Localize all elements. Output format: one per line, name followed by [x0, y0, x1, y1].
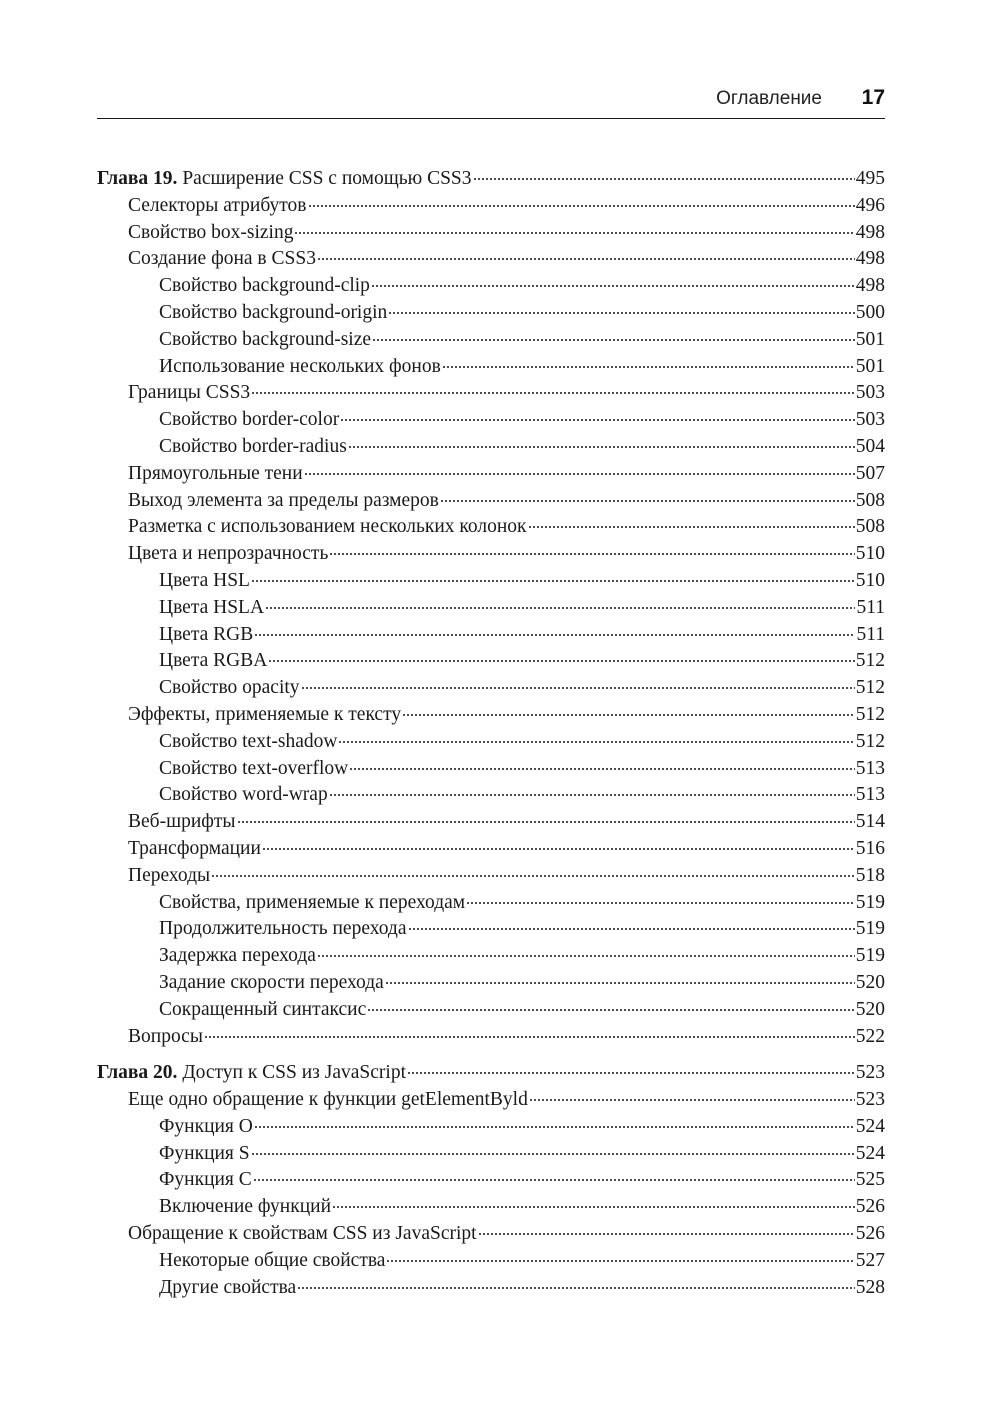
dot-leader	[251, 1152, 855, 1156]
entry-page: 523	[855, 1089, 885, 1111]
dot-leader	[251, 579, 855, 583]
entry-title: Свойство box-sizing	[128, 221, 294, 243]
entry-title: Свойство background-size	[159, 328, 372, 350]
toc-section[interactable]	[97, 863, 885, 890]
entry-page: 508	[855, 516, 885, 538]
toc-subsection[interactable]	[97, 1167, 885, 1194]
dot-leader	[407, 1071, 855, 1075]
toc-section[interactable]	[97, 836, 885, 863]
entry-page: 510	[855, 569, 885, 591]
dot-leader	[237, 820, 855, 824]
entry-page: 508	[855, 489, 885, 511]
dot-leader	[301, 686, 855, 690]
dot-leader	[332, 1205, 855, 1209]
dot-leader	[371, 284, 855, 288]
dot-leader	[253, 1178, 855, 1182]
entry-page: 496	[855, 194, 885, 216]
entry-title: Свойство word-wrap	[159, 784, 328, 806]
dot-leader	[304, 472, 855, 476]
entry-title: Веб-шрифты	[128, 811, 236, 833]
entry-page: 525	[855, 1169, 885, 1191]
entry-title: Свойство text-shadow	[159, 730, 338, 752]
entry-title: Функция S	[159, 1142, 250, 1164]
entry-title: Цвета HSLA	[159, 596, 265, 618]
toc-section[interactable]	[97, 514, 885, 541]
toc-subsection[interactable]	[97, 1194, 885, 1221]
dot-leader	[211, 874, 855, 878]
entry-page: 511	[856, 623, 885, 645]
dot-leader	[408, 927, 855, 931]
chapter-title: Расширение CSS с помощью CSS3	[182, 168, 472, 189]
dot-leader	[329, 793, 855, 797]
toc-subsection[interactable]	[97, 943, 885, 970]
dot-leader	[262, 847, 855, 851]
entry-page: 503	[855, 382, 885, 404]
toc-subsection[interactable]	[97, 997, 885, 1024]
page-number: 17	[861, 86, 885, 109]
entry-title: Задержка перехода	[159, 945, 316, 967]
toc-subsection[interactable]	[97, 327, 885, 354]
entry-page: 527	[855, 1249, 885, 1271]
chapter-title: Доступ к CSS из JavaScript	[182, 1062, 406, 1084]
chapter-page: 495	[855, 168, 885, 189]
entry-title: Вопросы	[128, 1025, 203, 1047]
entry-title: Свойство border-color	[159, 409, 340, 431]
toc-section[interactable]	[97, 488, 885, 515]
entry-page: 510	[855, 543, 885, 565]
dot-leader	[466, 901, 855, 905]
dot-leader	[204, 1035, 855, 1039]
dot-leader	[254, 633, 855, 637]
entry-page: 500	[855, 301, 885, 323]
toc-subsection[interactable]	[97, 273, 885, 300]
entry-page: 498	[855, 275, 885, 297]
toc-subsection[interactable]	[97, 648, 885, 675]
toc-subsection[interactable]	[97, 407, 885, 434]
dot-leader	[251, 391, 855, 395]
chapter-number: Глава 20.	[97, 1062, 178, 1084]
dot-leader	[329, 552, 854, 556]
entry-title: Свойство background-origin	[159, 301, 388, 323]
dot-leader	[385, 981, 855, 985]
toc-subsection[interactable]	[97, 1114, 885, 1141]
table-of-contents	[97, 166, 885, 1301]
toc-section[interactable]	[97, 702, 885, 729]
entry-title: Функция O	[159, 1115, 253, 1137]
entry-page: 501	[855, 328, 885, 350]
entry-page: 518	[855, 864, 885, 886]
entry-title: Включение функций	[159, 1196, 332, 1218]
entry-page: 507	[855, 462, 885, 484]
entry-title: Цвета HSL	[159, 569, 250, 591]
entry-title: Выход элемента за пределы размеров	[128, 489, 439, 511]
entry-page: 512	[855, 677, 885, 699]
entry-title: Продолжительность перехода	[159, 918, 407, 940]
chapter-number: Глава 19.	[97, 168, 178, 189]
entry-page: 516	[855, 837, 885, 859]
toc-subsection[interactable]	[97, 890, 885, 917]
toc-subsection[interactable]	[97, 675, 885, 702]
toc-section[interactable]	[97, 1087, 885, 1114]
dot-leader	[473, 177, 855, 181]
entry-page: 498	[855, 221, 885, 243]
entry-title: Еще одно обращение к функции getElementByld	[128, 1089, 528, 1111]
toc-subsection[interactable]	[97, 622, 885, 649]
dot-leader	[442, 365, 855, 369]
entry-title: Свойство text-overflow	[159, 757, 349, 779]
toc-subsection[interactable]	[97, 1248, 885, 1275]
entry-page: 519	[855, 918, 885, 940]
toc-subsection[interactable]	[97, 1275, 885, 1302]
dot-leader	[386, 1259, 854, 1263]
dot-leader	[317, 954, 855, 958]
entry-title: Трансформации	[128, 837, 261, 859]
dot-leader	[297, 1286, 855, 1290]
toc-subsection[interactable]	[97, 568, 885, 595]
entry-page: 520	[855, 998, 885, 1020]
entry-title: Задание скорости перехода	[159, 971, 384, 993]
entry-title: Свойство opacity	[159, 677, 300, 699]
dot-leader	[268, 659, 854, 663]
running-header	[97, 84, 885, 119]
toc-section[interactable]	[97, 541, 885, 568]
chapter-heading[interactable]	[97, 1060, 885, 1087]
toc-subsection[interactable]	[97, 300, 885, 327]
entry-title: Цвета RGB	[159, 623, 254, 645]
dot-leader	[402, 713, 855, 717]
entry-page: 528	[855, 1276, 885, 1298]
entry-title: Селекторы атрибутов	[128, 194, 307, 216]
entry-page: 512	[855, 650, 885, 672]
entry-title: Использование нескольких фонов	[159, 355, 441, 377]
toc-subsection[interactable]	[97, 434, 885, 461]
entry-page: 498	[855, 248, 885, 270]
running-title: Оглавление	[716, 88, 822, 109]
entry-page: 501	[855, 355, 885, 377]
chapter-heading[interactable]	[97, 166, 885, 193]
entry-title: Эффекты, применяемые к тексту	[128, 703, 402, 725]
dot-leader	[440, 499, 855, 503]
dot-leader	[265, 606, 855, 610]
toc-section[interactable]	[97, 380, 885, 407]
entry-title: Цвета RGBA	[159, 650, 268, 672]
toc-section[interactable]	[97, 246, 885, 273]
dot-leader	[308, 204, 855, 208]
entry-page: 513	[855, 757, 885, 779]
entry-page: 513	[855, 784, 885, 806]
dot-leader	[338, 740, 854, 744]
chapter-block	[97, 1060, 885, 1301]
toc-subsection[interactable]	[97, 916, 885, 943]
toc-section[interactable]	[97, 1221, 885, 1248]
entry-title: Разметка с использованием нескольких колонок	[128, 516, 527, 538]
toc-subsection[interactable]	[97, 782, 885, 809]
entry-page: 524	[855, 1142, 885, 1164]
chapter-label	[97, 1060, 406, 1087]
dot-leader	[529, 1098, 855, 1102]
entry-page: 526	[855, 1196, 885, 1218]
dot-leader	[388, 311, 854, 315]
toc-section[interactable]	[97, 461, 885, 488]
toc-subsection[interactable]	[97, 729, 885, 756]
dot-leader	[372, 338, 855, 342]
dot-leader	[340, 418, 855, 422]
toc-section[interactable]	[97, 1024, 885, 1051]
entry-title: Переходы	[128, 864, 211, 886]
entry-page: 512	[855, 703, 885, 725]
entry-title: Свойство background-clip	[159, 275, 370, 297]
entry-title: Функция C	[159, 1169, 252, 1191]
chapter-page: 523	[855, 1062, 885, 1084]
entry-title: Прямоугольные тени	[128, 462, 303, 484]
dot-leader	[254, 1125, 855, 1129]
chapter-block	[97, 166, 885, 1050]
entry-page: 519	[855, 891, 885, 913]
dot-leader	[528, 525, 855, 529]
entry-page: 520	[855, 971, 885, 993]
toc-section[interactable]	[97, 220, 885, 247]
entry-page: 514	[855, 811, 885, 833]
dot-leader	[348, 445, 855, 449]
toc-subsection[interactable]	[97, 970, 885, 997]
entry-page: 522	[855, 1025, 885, 1047]
entry-page: 503	[855, 409, 885, 431]
entry-page: 519	[855, 945, 885, 967]
entry-page: 504	[855, 435, 885, 457]
entry-page: 512	[855, 730, 885, 752]
toc-section[interactable]	[97, 193, 885, 220]
entry-title: Сокращенный синтаксис	[159, 998, 367, 1020]
entry-title: Создание фона в CSS3	[128, 248, 316, 270]
dot-leader	[317, 257, 855, 261]
dot-leader	[349, 767, 854, 771]
entry-page: 526	[855, 1223, 885, 1245]
entry-title: Некоторые общие свойства	[159, 1249, 386, 1271]
entry-title: Границы CSS3	[128, 382, 251, 404]
dot-leader	[294, 231, 854, 235]
entry-page: 511	[856, 596, 885, 618]
dot-leader	[367, 1008, 854, 1012]
entry-title: Обращение к свойствам CSS из JavaScript	[128, 1223, 477, 1245]
toc-subsection[interactable]	[97, 595, 885, 622]
entry-page: 524	[855, 1115, 885, 1137]
chapter-label	[97, 166, 472, 193]
toc-subsection[interactable]	[97, 1141, 885, 1168]
entry-title: Другие свойства	[159, 1276, 297, 1298]
toc-section[interactable]	[97, 809, 885, 836]
entry-title: Свойство border-radius	[159, 435, 347, 457]
dot-leader	[478, 1232, 855, 1236]
toc-subsection[interactable]	[97, 354, 885, 381]
toc-subsection[interactable]	[97, 756, 885, 783]
entry-title: Свойства, применяемые к переходам	[159, 891, 466, 913]
entry-title: Цвета и непрозрачность	[128, 543, 329, 565]
